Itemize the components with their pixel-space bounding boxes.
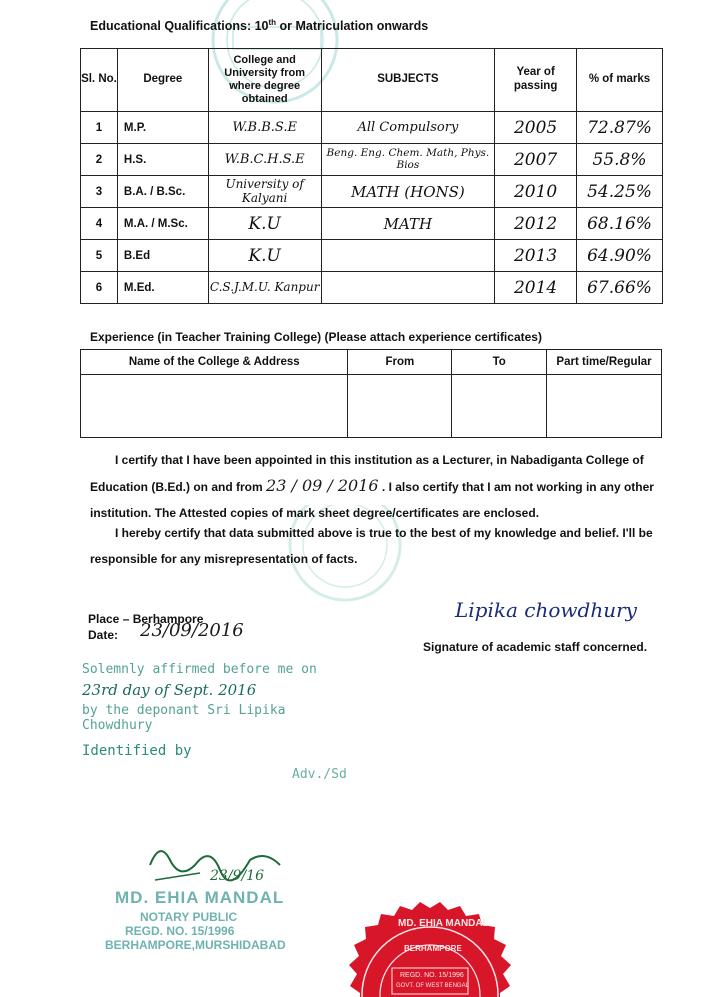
experience-table — [80, 349, 662, 438]
affirmation-stamp — [82, 662, 352, 782]
cell-year: 2014 — [495, 272, 577, 304]
affirm-line-3: by the deponant Sri Lipika Chowdhury — [82, 703, 286, 733]
affirm-line-1: Solemnly affirmed before me on — [82, 662, 317, 677]
notary-reg: REGD. NO. 15/1996 — [125, 924, 235, 938]
cell-sl: 6 — [81, 272, 118, 304]
section-title-education — [90, 18, 428, 33]
cell-degree: H.S. — [117, 144, 208, 176]
cell-college: K.U — [208, 240, 321, 272]
appointment-date: 23 / 09 / 2016 — [266, 476, 379, 495]
title-text: Educational Qualifications: 10 — [90, 19, 269, 34]
date-value: 23/09/2016 — [140, 620, 244, 641]
cell-year: 2005 — [495, 112, 577, 144]
experience-title: Experience (in Teacher Training College) (Please attach experience certificates) — [90, 330, 542, 344]
header-college-address: Name of the College & Address — [81, 350, 348, 375]
notary-title: NOTARY PUBLIC — [140, 910, 238, 924]
cell-degree: M.A. / M.Sc. — [117, 208, 208, 240]
table-row — [81, 208, 663, 240]
cell-marks: 64.90% — [577, 240, 663, 272]
cell-sl: 2 — [81, 144, 118, 176]
notary-sign-date: 23/9/16 — [210, 868, 264, 884]
education-header-row — [81, 49, 663, 112]
certify-paragraph-1 — [90, 447, 670, 526]
header-college: College and University from where degree obtained — [208, 49, 321, 112]
header-subjects: SUBJECTS — [321, 49, 495, 112]
seal-govt: GOVT. OF WEST BENGAL — [396, 983, 469, 989]
header-degree: Degree — [117, 49, 208, 112]
table-row — [81, 375, 662, 438]
cell-subjects — [321, 240, 495, 272]
cell-sl: 3 — [81, 176, 118, 208]
cell-degree: M.Ed. — [117, 272, 208, 304]
cell-subjects: All Compulsory — [321, 112, 495, 144]
table-row — [81, 176, 663, 208]
cell-year: 2010 — [495, 176, 577, 208]
header-from: From — [348, 350, 452, 375]
table-row — [81, 112, 663, 144]
cell-year: 2007 — [495, 144, 577, 176]
cell-marks: 55.8% — [577, 144, 663, 176]
notary-name: MD. EHIA MANDAL — [115, 888, 285, 907]
cell-marks: 67.66% — [577, 272, 663, 304]
cell-degree: M.P. — [117, 112, 208, 144]
signature-label: Signature of academic staff concerned. — [423, 640, 648, 654]
cell-college: University of Kalyani — [208, 176, 321, 208]
table-row — [81, 144, 663, 176]
header-part-time: Part time/Regular — [547, 350, 662, 375]
seal-reg: REGD. NO. 15/1996 — [400, 972, 464, 979]
cell-sl: 1 — [81, 112, 118, 144]
cell-marks: 68.16% — [577, 208, 663, 240]
notary-signature-icon — [140, 835, 290, 895]
notary-city: BERHAMPORE,MURSHIDABAD — [105, 938, 286, 952]
cell-marks: 54.25% — [577, 176, 663, 208]
cell-sl: 4 — [81, 208, 118, 240]
table-row — [81, 272, 663, 304]
cell-subjects — [321, 272, 495, 304]
education-table — [80, 48, 663, 304]
cell-year: 2012 — [495, 208, 577, 240]
header-year: Year of passing — [495, 49, 577, 112]
cell-college: K.U — [208, 208, 321, 240]
cell-college: W.B.C.H.S.E — [208, 144, 321, 176]
certify-paragraph-2: I hereby certify that data submitted above is true to the best of my knowledge and belief. I'll be responsible for any misrepresentation of facts. — [90, 526, 653, 566]
cell-marks: 72.87% — [577, 112, 663, 144]
table-row — [81, 240, 663, 272]
cell-college: W.B.B.S.E — [208, 112, 321, 144]
header-to: To — [452, 350, 547, 375]
place-label: Place – Berhampore — [88, 612, 204, 626]
seal-city: BERHAMPORE — [404, 944, 462, 953]
cell-subjects: MATH — [321, 208, 495, 240]
affirm-line-2: 23rd day of Sept. 2016 — [82, 681, 257, 699]
cell-empty — [452, 375, 547, 438]
cell-degree: B.A. / B.Sc. — [117, 176, 208, 208]
cell-subjects: Beng. Eng. Chem. Math, Phys. Bios — [321, 144, 495, 176]
date-label: Date: — [88, 628, 119, 642]
cell-empty — [348, 375, 452, 438]
seal-name: MD. EHIA MANDAL — [398, 918, 489, 929]
title-sup: th — [268, 18, 277, 27]
header-sl: Sl. No. — [81, 49, 118, 112]
header-marks: % of marks — [577, 49, 663, 112]
affirm-line-4: Identified by — [82, 743, 192, 759]
staff-signature: Lipika chowdhury — [455, 598, 637, 622]
title-suffix: or Matriculation onwards — [276, 19, 429, 34]
certify-text-a: I certify that I have been appointed in this institution as a Lecturer, in Nabadiganta College of Education (B.Ed.) on and from — [90, 453, 644, 494]
cell-empty — [81, 375, 348, 438]
certify-text-b: . I also certify that I am not working in any other institution. The Attested copies of mark sheet degree/certificates are enclosed. — [90, 480, 654, 520]
cell-college: C.S.J.M.U. Kanpur — [208, 272, 321, 304]
experience-header-row — [81, 350, 662, 375]
cell-degree: B.Ed — [117, 240, 208, 272]
cell-year: 2013 — [495, 240, 577, 272]
cell-sl: 5 — [81, 240, 118, 272]
cell-empty — [547, 375, 662, 438]
cell-subjects: MATH (HONS) — [321, 176, 495, 208]
affirm-line-5: Adv./Sd — [292, 767, 347, 782]
